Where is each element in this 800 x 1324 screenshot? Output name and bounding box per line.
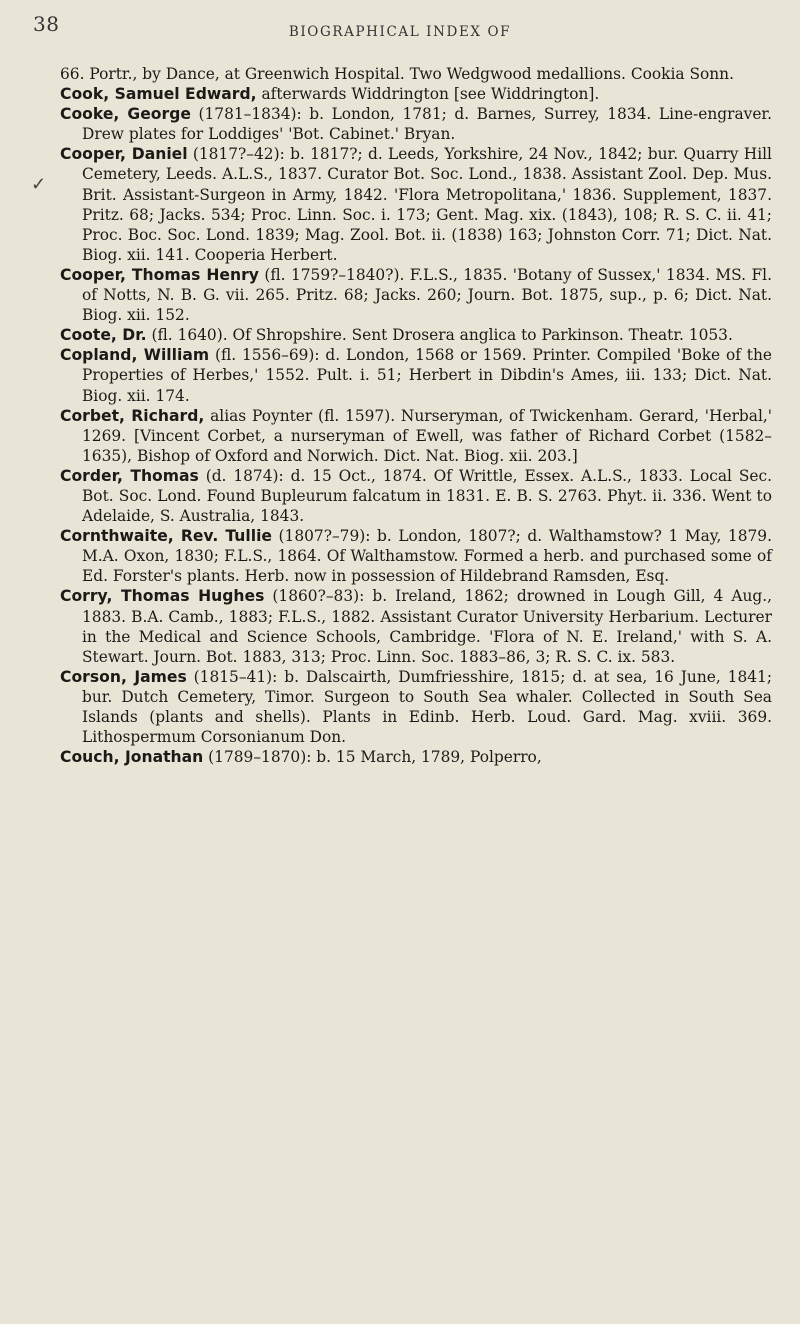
index-entry (60, 144, 772, 265)
entry-heading: Corbet, Richard, (60, 406, 205, 425)
index-entry (60, 586, 772, 666)
entry-text: (1817?–42): b. 1817?; d. Leeds, Yorkshire, 24 Nov., 1842; bur. Quarry Hill Cemetery, Leeds. A.L.S., 1837. Curator Bot. Soc. Lond., 1838. Assistant Zool. Dep. Mus. Brit. Assistant-Surgeon in Army, 1842. 'Flora Metropolitana,' 1836. Supplement, 1837. Pritz. 68; Jacks. 534; Proc. Linn. Soc. i. 173; Gent. Mag. xix. (1843), 108; R. S. C. ii. 41; Proc. Boc. Soc. Lond. 1839; Mag. Zool. Bot. ii. (1838) 163; Johnston Corr. 71; Dict. Nat. Biog. xii. 141. Cooperia Herbert. (82, 145, 772, 264)
entry-heading: Corry, Thomas Hughes (60, 587, 265, 606)
entry-heading: Cook, Samuel Edward, (60, 85, 257, 104)
entry-heading: Copland, William (60, 346, 210, 365)
index-entry (60, 406, 772, 466)
entry-heading: Cooper, Thomas Henry (60, 265, 259, 284)
margin-check-mark: ✓ (31, 174, 47, 195)
index-entry (60, 64, 772, 84)
entry-text: (1789–1870): b. 15 March, 1789, Polperro, (203, 748, 542, 767)
entry-heading: Cooke, George (60, 105, 191, 124)
entry-text: (fl. 1640). Of Shropshire. Sent Drosera anglica to Parkinson. Theatr. 1053. (146, 326, 733, 345)
entry-text: 66. Portr., by Dance, at Greenwich Hospital. Two Wedgwood medallions. Cookia Sonn. (60, 65, 734, 83)
index-entry (60, 104, 772, 144)
entry-heading: Corson, James (60, 667, 187, 686)
entry-heading: Coote, Dr. (60, 326, 147, 345)
index-entries (60, 64, 772, 767)
entry-text: (fl. 1759?–1840?). F.L.S., 1835. 'Botany of Sussex,' 1834. MS. Fl. of Notts, N. B. G. vii. 265. Pritz. 68; Jacks. 260; Journ. Bot. 1875, sup., p. 6; Dict. Nat. Biog. xii. 152. (82, 265, 772, 325)
entry-text: (1815–41): b. Dalscairth, Dumfriesshire, 1815; d. at sea, 16 June, 1841; bur. Dutch Cemetery, Timor. Surgeon to South Sea whaler. Collected in South Sea Islands (plants and shells). Plants in Edinb. Herb. Loud. Gard. Mag. xviii. 369. Lithospermum Corsonianum Don. (82, 667, 773, 747)
entry-text: alias Poynter (fl. 1597). Nurseryman, of Twickenham. Gerard, 'Herbal,' 1269. [Vincent Corbet, a nurseryman of Ewell, was father of Richard Corbet (1582–1635), Bishop of Oxford and Norwich. Dict. Nat. Biog. xii. 203.] (82, 406, 773, 465)
entry-text: (1807?–79): b. London, 1807?; d. Walthamstow? 1 May, 1879. M.A. Oxon, 1830; F.L.S., 1864. Of Walthamstow. Formed a herb. and purchased some of Ed. Forster's plants. Herb. now in possession of Hildebrand Ramsden, Esq. (82, 527, 772, 586)
entry-text: (fl. 1556–69): d. London, 1568 or 1569. Printer. Compiled 'Boke of the Properties of Herbes,' 1552. Pult. i. 51; Herbert in Dibdin's Ames, iii. 133; Dict. Nat. Biog. xii. 174. (82, 346, 772, 405)
entry-text: (1860?–83): b. Ireland, 1862; drowned in Lough Gill, 4 Aug., 1883. B.A. Camb., 1883; F.L.S., 1882. Assistant Curator University Herbarium. Lecturer in the Medical and Science Schools, Cambridge. 'Flora of N. E. Ireland,' with S. A. Stewart. Journ. Bot. 1883, 313; Proc. Linn. Soc. 1883–86, 3; R. S. C. ix. 583. (82, 587, 772, 666)
index-entry (60, 747, 772, 767)
running-head: BIOGRAPHICAL INDEX OF (288, 24, 512, 40)
index-entry (60, 345, 772, 405)
entry-heading: Cornthwaite, Rev. Tullie (60, 527, 272, 546)
entry-heading: Couch, Jonathan (60, 748, 204, 767)
entry-heading: Corder, Thomas (60, 466, 199, 485)
index-entry (60, 84, 772, 104)
entry-heading: Cooper, Daniel (60, 145, 188, 164)
entry-text: (1781–1834): b. London, 1781; d. Barnes, Surrey, 1834. Line-engraver. Drew plates for Loddiges' 'Bot. Cabinet.' Bryan. (82, 105, 772, 144)
entry-text: afterwards Widdrington [see Widdrington]. (256, 85, 600, 104)
index-entry (60, 526, 772, 586)
page-number: 38 (33, 12, 60, 36)
index-entry (60, 325, 772, 345)
entry-text: (d. 1874): d. 15 Oct., 1874. Of Writtle, Essex. A.L.S., 1833. Local Sec. Bot. Soc. Lond. Found Bupleurum falcatum in 1831. E. B. S. 2763. Phyt. ii. 336. Went to Adelaide, S. Australia, 1843. (82, 466, 772, 526)
index-entry (60, 265, 772, 325)
index-entry (60, 466, 772, 526)
index-entry (60, 667, 772, 747)
